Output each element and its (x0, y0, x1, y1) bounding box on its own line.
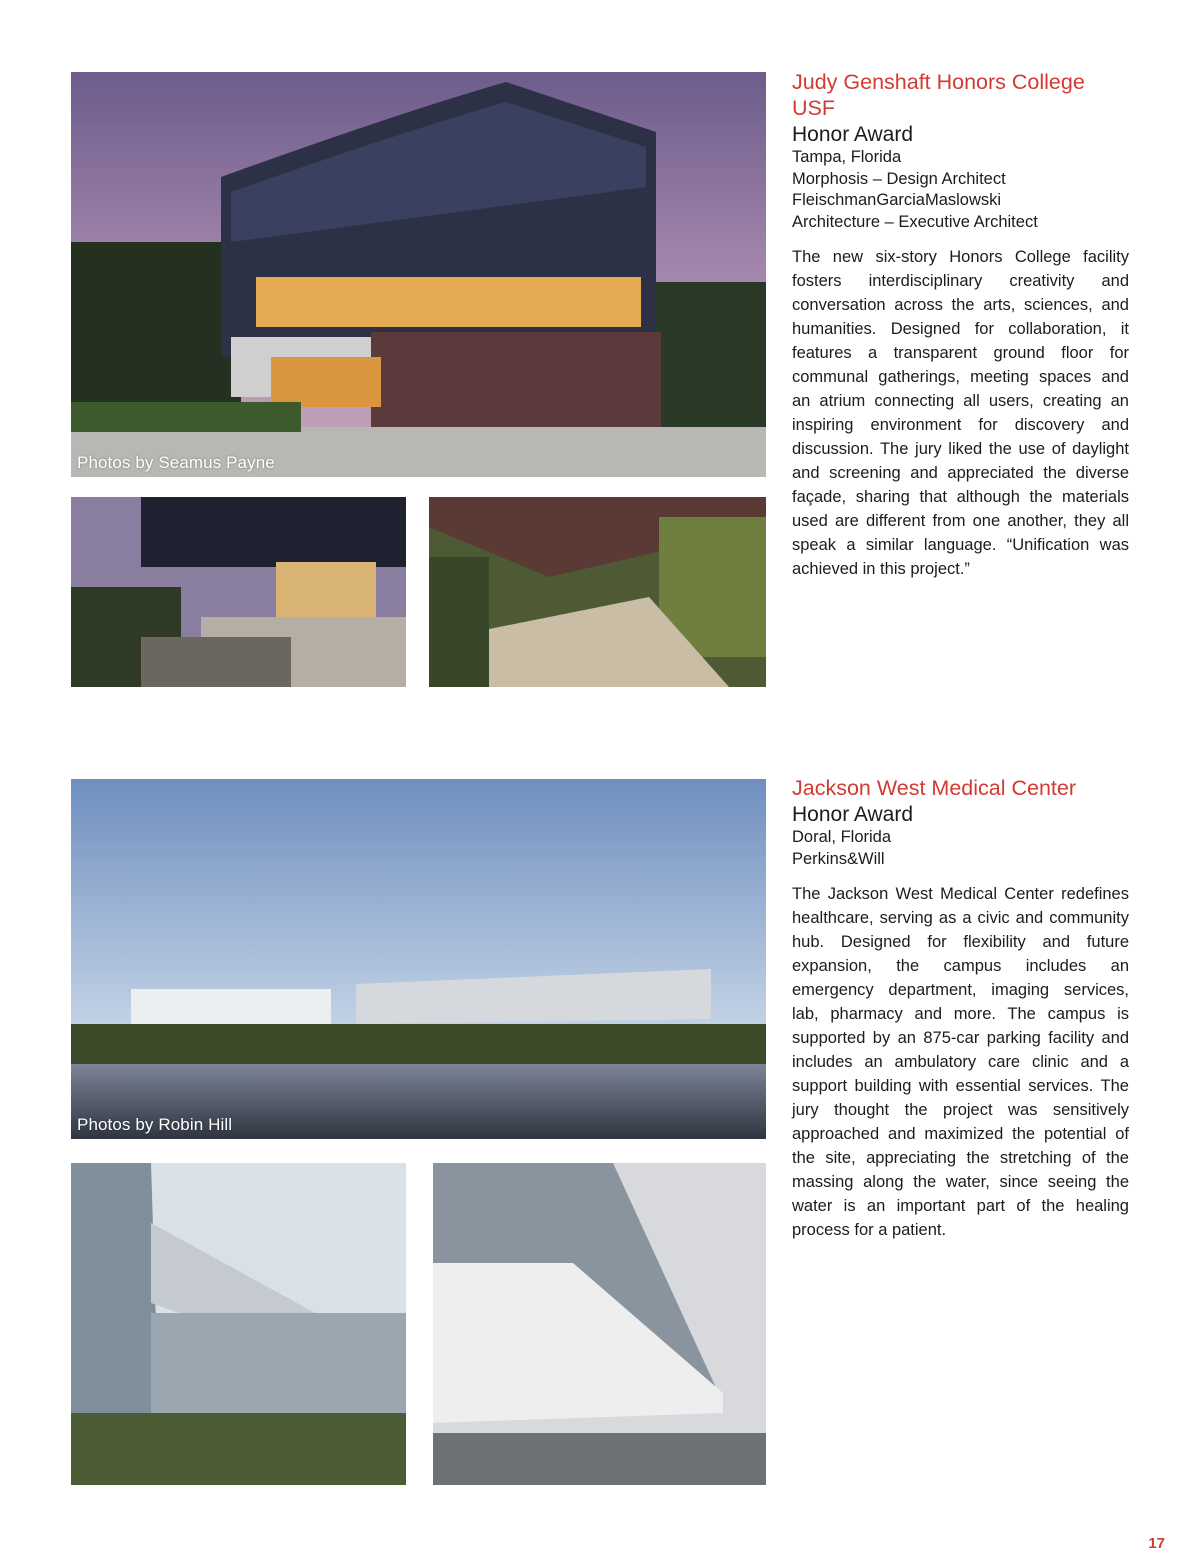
jackson-west-main-photo (71, 779, 766, 1139)
honors-college-main-photo (71, 72, 766, 477)
project-location: Tampa, Florida (792, 148, 902, 166)
honors-college-stairs-photo (429, 497, 766, 687)
award-name: Honor Award (792, 123, 914, 146)
project-description: The Jackson West Medical Center redefines healthcare, serving as a civic and community hub. Designed for flexibility and future expansion, the campus includes an emergency department, imaging services, lab, pharmacy and more. The campus is supported by an 875-car parking facility and includes an ambulatory care clinic and a support building with essential services. The jury thought the project was sensitively approached and maximized the potential of the site, appreciating the stretching of the massing along the water, since seeing the water is an important part of the healing process for a patient. (792, 885, 1129, 1239)
project-description: The new six-story Honors College facility fosters interdisciplinary creativity and conversation across the arts, sciences, and humanities. Designed for collaboration, it features a transparent ground floor for communal gatherings, meeting spaces and an atrium connecting all users, creating an inspiring environment for discovery and discussion. The jury liked the use of daylight and screening and appreciated the diverse façade, sharing that although the materials used are different from one another, they all speak a similar language. “Unification was achieved in this project.” (792, 248, 1129, 578)
project-architect: Perkins&Will (792, 849, 885, 868)
page-number: 17 (1148, 1535, 1165, 1552)
honors-college-courtyard-photo (71, 497, 406, 687)
project-executive-architect-role: Architecture – Executive Architect (792, 212, 1038, 231)
project-executive-architect: FleischmanGarciaMaslowski (792, 191, 1002, 209)
award-name: Honor Award (792, 803, 914, 826)
photo-credit: Photos by Robin Hill (77, 1115, 233, 1134)
photo-credit: Photos by Seamus Payne (77, 453, 275, 472)
project-title: Jackson West Medical Center (792, 776, 1076, 800)
project-location: Doral, Florida (792, 828, 892, 846)
project-jackson-west (792, 775, 1129, 1242)
jackson-west-corner-photo (71, 1163, 406, 1485)
jackson-west-facade-photo (433, 1163, 766, 1485)
project-title: Judy Genshaft Honors College USF (792, 70, 1085, 120)
project-honors-college (792, 69, 1129, 581)
project-design-architect: Morphosis – Design Architect (792, 169, 1006, 188)
